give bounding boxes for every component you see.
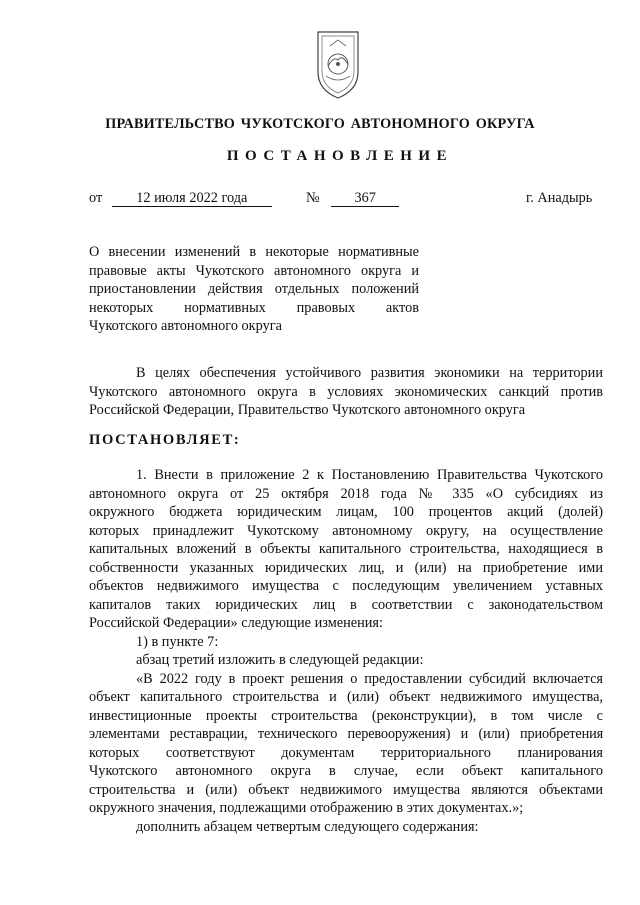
paragraph-1 [89,466,603,836]
preamble-line: Российской Федерации, Правительство Чукотского автономного округа [89,402,526,418]
quote-line: Чукотского автономного округа в случае, если объект капитального [89,763,603,779]
number-field [306,190,399,207]
paragraph-line: окружного бюджета юридическим лицам, 100 процентов акций (долей) [89,504,603,520]
paragraph-line: объектов недвижимого имущества с последующим увеличением уставных [89,578,603,594]
document-number: 367 [331,191,399,207]
paragraph-line: 1. Внести в приложение 2 к Постановлению Правительства Чукотского [136,467,603,483]
quote-line: инвестиционные проекты строительства (реконструкции), в том числе с [89,707,603,724]
paragraph-line: автономного округа от 25 октября 2018 года № 335 «О субсидиях из [89,485,603,502]
final-instruction: дополнить абзацем четвертым следующего содержания: [136,818,479,835]
subject-line: приостановлении действия отдельных положений [89,281,419,297]
number-prefix: № [306,190,320,206]
document-type-title: ПОСТАНОВЛЕНИЕ [226,148,454,164]
paragraph-line: собственности указанных юридических лиц, и (или) на приобретение ими [89,559,603,576]
paragraph-line: Российской Федерации» следующие изменения: [89,615,383,631]
quote-line: которых соответствуют документам территориального планирования [89,744,603,761]
paragraph-line: капиталов таких юридических лиц в соответствии с законодательством [89,596,603,613]
quote-line: объект капитального строительства и (или) объект недвижимого имущества, [89,689,603,705]
quote-line: «В 2022 году в проект решения о предоставлении субсидий включается [136,670,603,687]
document-subject [89,243,419,336]
preamble-line: В целях обеспечения устойчивого развития экономики на территории [136,365,603,381]
preamble-line: Чукотского автономного округа в условиях экономических санкций против [89,383,603,400]
paragraph-line: капитальных вложений в объекты капитального строительства, находящиеся в [89,541,603,557]
preamble [89,364,603,420]
subject-line: правовые акты Чукотского автономного округа и [89,262,419,279]
item-1-instruction: абзац третий изложить в следующей редакции: [136,652,424,668]
decree-word: ПОСТАНОВЛЯЕТ: [89,432,241,448]
subject-line: некоторых нормативных правовых актов [89,299,419,316]
document-city: г. Анадырь [526,190,593,206]
document-date: 12 июля 2022 года [112,191,272,207]
date-prefix: от [89,190,103,206]
subject-line: Чукотского автономного округа [89,318,282,334]
organization-name: ПРАВИТЕЛЬСТВО ЧУКОТСКОГО АВТОНОМНОГО ОКРУГА [105,116,535,132]
paragraph-line: которых принадлежит Чукотскому автономному округу, на осуществление [89,522,603,539]
subject-line: О внесении изменений в некоторые нормативные [89,244,419,260]
quote-line: окружного значения, подлежащими отображению в этих документах.»; [89,800,524,816]
item-1: 1) в пункте 7: [136,633,219,650]
coat-of-arms-icon [304,26,372,104]
date-field [89,190,272,207]
quote-line: строительства и (или) объект недвижимого имущества являются объектами [89,781,603,798]
quote-line: элементами реставрации, технического перевооружения) и (или) приобретения [89,726,603,742]
